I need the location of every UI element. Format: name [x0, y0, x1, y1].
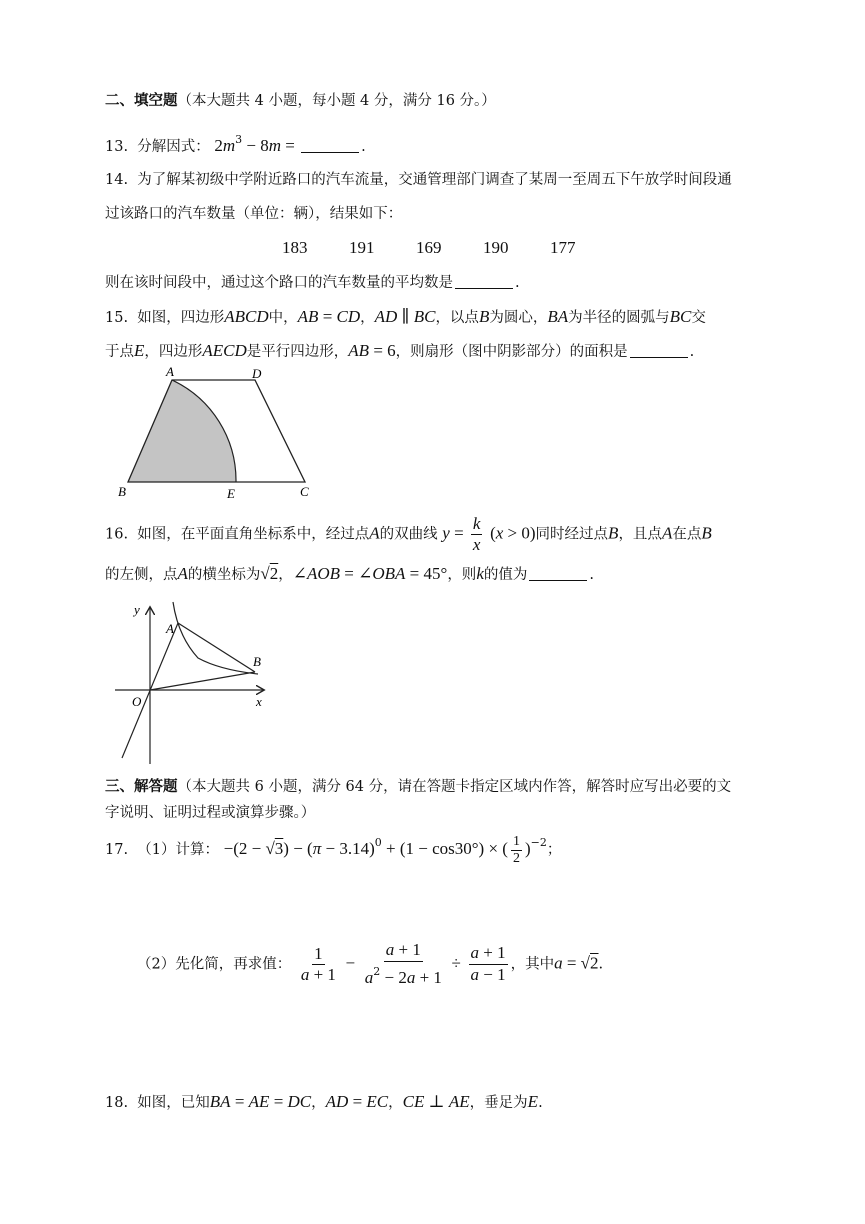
question-16-line1: 16. 如图，在平面直角坐标系中，经过点A的双曲线 y = $\frac{k}{x}$ (x > 0)同时经过点B，且点A在点B — [105, 514, 712, 554]
question-14-line1: 14. 为了解某初级中学附近路口的汽车流量，交通管理部门调查了某周一至周五下午放学时间段通 — [105, 172, 732, 188]
question-18: 18. 如图，已知BA = AE = DC，AD = EC，CE ⊥ AE，垂足为E. — [105, 1092, 543, 1111]
label-C: C — [300, 484, 309, 499]
question-15-line1: 15. 如图，四边形ABCD中，AB = CD，AD ∥ BC，以点B为圆心，BA为半径的圆弧与BC交 — [105, 307, 706, 326]
car-count-values: 183 191 169 190 177 — [282, 238, 576, 257]
question-17-part1: 17. （1）计算： $-(2 - √3) - (\pi - 3.14)^0 + (1 - \cos 30^\circ)$ × ( $\frac{1}{2}$ )$^{-2}$； — [105, 833, 562, 866]
hyperbola-curve — [173, 602, 258, 674]
label-O: O — [132, 694, 142, 709]
answer-blank — [301, 136, 359, 153]
question-15-line2: 于点E，四边形AECD是平行四边形，AB = 6，则扇形（图中阴影部分）的面积是 . — [105, 341, 695, 360]
label-E: E — [227, 486, 235, 501]
label-D: D — [252, 366, 262, 381]
label-A: A — [166, 621, 174, 636]
question-14-line2: 过该路口的汽车数量（单位：辆），结果如下： — [105, 206, 403, 222]
question-14-line3: 则在该时间段中，通过这个路口的汽车数量的平均数是 . — [105, 272, 520, 294]
question-13: 13. 分解因式： $2m^3 - 8m$ = . — [105, 133, 366, 155]
trapezoid-figure — [112, 362, 327, 502]
label-B: B — [118, 484, 126, 499]
question-17-part2: （2）先化简，再求值： $\frac{1}{a + 1}$ − $\frac{a + 1}{a^2 - 2a + 1}$ ÷ $\frac{a + 1}{a - 1}$ ，其中a = √2. — [137, 940, 604, 987]
section2-heading: 二、填空题（本大题共 4 小题，每小题 4 分，满分 16 分。） — [105, 92, 496, 109]
label-A: A — [166, 364, 174, 379]
shaded-sector — [128, 380, 236, 482]
question-16-line2: 的左侧，点A的横坐标为√2，∠AOB = ∠OBA = 45°，则k的值为 . — [105, 564, 594, 583]
section3-heading: 三、解答题（本大题共 6 小题，满分 64 分，请在答题卡指定区域内作答，解答时应写出必要的文 — [105, 778, 732, 795]
label-y: y — [134, 602, 140, 617]
hyperbola-figure — [110, 596, 280, 766]
label-x: x — [256, 694, 262, 709]
section3-note: 字说明、证明过程或演算步骤。） — [105, 805, 316, 821]
label-B: B — [253, 654, 261, 669]
